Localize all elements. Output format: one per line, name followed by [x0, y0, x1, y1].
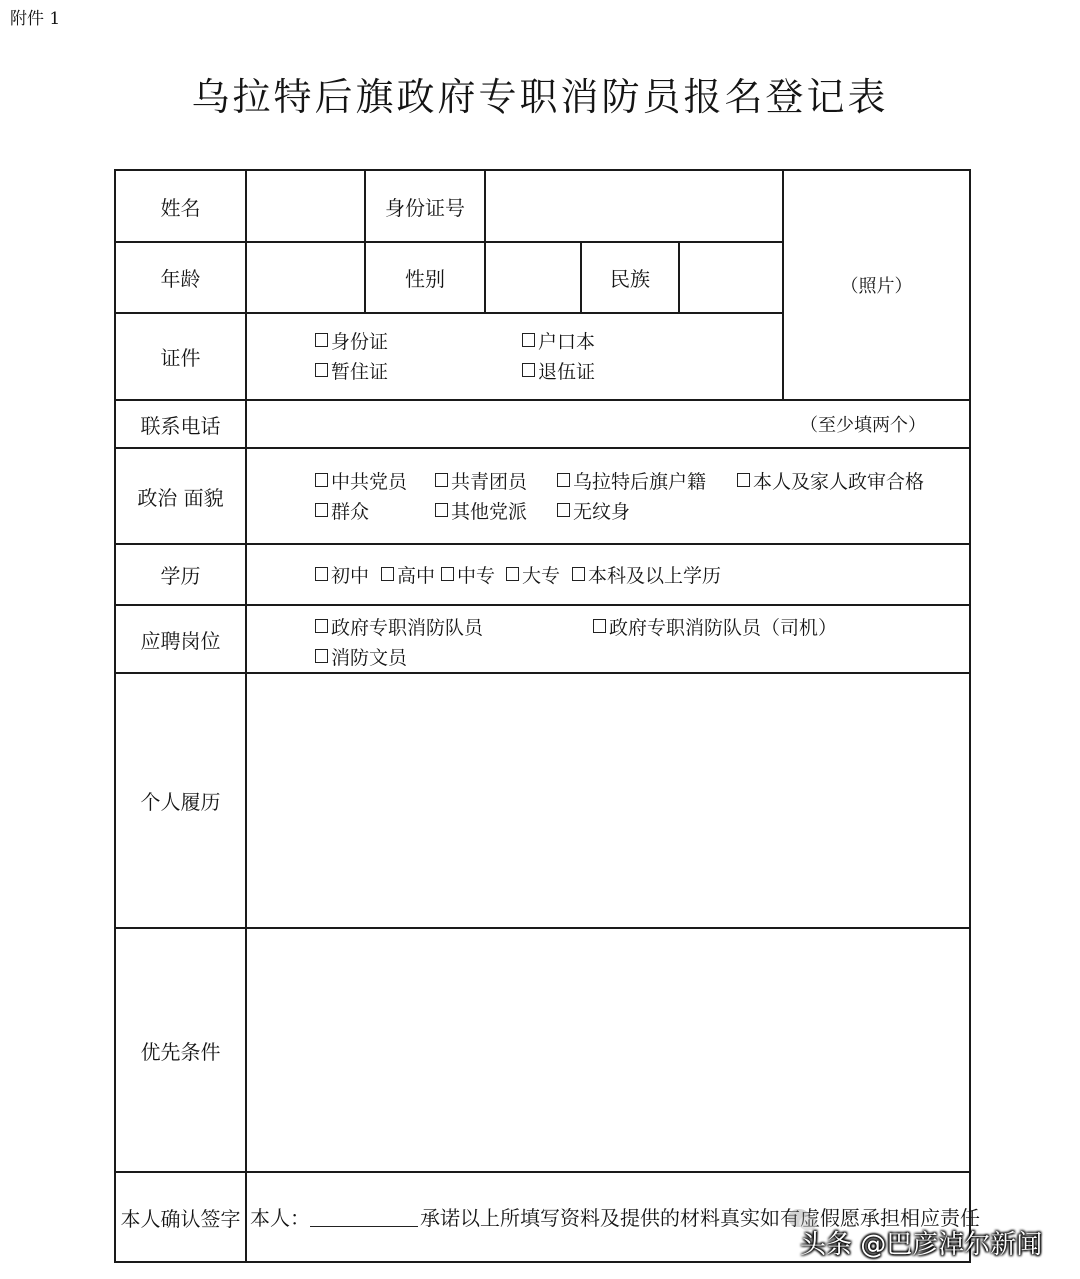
- option-label: 消防文员: [331, 646, 408, 669]
- checkbox-option-local-household[interactable]: [557, 468, 706, 492]
- photo-box[interactable]: [783, 170, 970, 400]
- signature-blank-line[interactable]: [310, 1226, 418, 1227]
- option-label: 政府专职消防队员: [331, 616, 484, 639]
- checkbox-option-party-member[interactable]: [315, 468, 407, 492]
- option-label: 群众: [331, 500, 370, 523]
- option-label: 中专: [457, 564, 496, 587]
- option-label: 本科及以上学历: [588, 564, 722, 587]
- checkbox-option-other-party[interactable]: [435, 498, 527, 522]
- signature-label: 本人确认签字: [120, 1206, 241, 1231]
- checkbox-option-firefighter[interactable]: [315, 614, 483, 638]
- checkbox-option-league-member[interactable]: [435, 468, 527, 492]
- option-label: 大专: [522, 564, 561, 587]
- checkbox[interactable]: [435, 473, 448, 487]
- form-title: 乌拉特后旗政府专职消防员报名登记表: [191, 75, 889, 119]
- age-field[interactable]: [246, 242, 365, 313]
- checkbox[interactable]: [572, 567, 585, 581]
- signature-prefix: 本人：: [250, 1205, 310, 1230]
- checkbox-option-fire-clerk[interactable]: [315, 644, 407, 668]
- priority-label: 优先条件: [140, 1039, 221, 1064]
- checkbox[interactable]: [381, 567, 394, 581]
- option-label: 退伍证: [538, 360, 596, 383]
- checkbox[interactable]: [593, 619, 606, 633]
- gender-label: 性别: [405, 267, 445, 291]
- checkbox[interactable]: [737, 473, 750, 487]
- education-label: 学历: [160, 564, 201, 588]
- resume-field[interactable]: [246, 673, 970, 928]
- age-label: 年龄: [160, 267, 201, 291]
- checkbox-option-technical-secondary[interactable]: [441, 562, 495, 586]
- name-field[interactable]: [246, 170, 365, 242]
- option-label: 无纹身: [573, 500, 631, 523]
- checkbox[interactable]: [522, 363, 535, 377]
- checkbox[interactable]: [315, 619, 328, 633]
- option-label: 高中: [397, 564, 436, 587]
- political-status-label: 政治 面貌: [137, 485, 224, 510]
- phone-note: （至少填两个）: [800, 415, 926, 436]
- checkbox-option-household-register[interactable]: [522, 328, 595, 352]
- checkbox-option-veteran-card[interactable]: [522, 358, 595, 382]
- checkbox[interactable]: [557, 503, 570, 517]
- checkbox-option-senior-high[interactable]: [381, 562, 435, 586]
- resume-label: 个人履历: [140, 790, 221, 814]
- checkbox[interactable]: [522, 333, 535, 347]
- option-label: 暂住证: [331, 360, 389, 383]
- checkbox-option-background-check[interactable]: [737, 468, 924, 492]
- option-label: 其他党派: [451, 500, 528, 523]
- checkbox[interactable]: [506, 567, 519, 581]
- gender-field[interactable]: [485, 242, 581, 313]
- checkbox-option-bachelor-above[interactable]: [572, 562, 721, 586]
- checkbox[interactable]: [315, 363, 328, 377]
- watermark-text: 头条 @巴彦淖尔新闻: [800, 1230, 1043, 1260]
- checkbox-option-junior-high[interactable]: [315, 562, 369, 586]
- option-label: 中共党员: [331, 470, 408, 493]
- phone-field[interactable]: [246, 400, 786, 448]
- signature-pledge: 承诺以上所填写资料及提供的材料真实如有虚假愿承担相应责任: [420, 1205, 980, 1230]
- photo-label: （照片）: [840, 276, 913, 297]
- attachment-label: 附件 1: [10, 9, 61, 29]
- option-label: 身份证: [331, 330, 389, 353]
- checkbox[interactable]: [315, 649, 328, 663]
- option-label: 初中: [331, 564, 370, 587]
- name-label: 姓名: [160, 195, 201, 220]
- id-number-label: 身份证号: [385, 195, 465, 220]
- checkbox[interactable]: [315, 503, 328, 517]
- ethnicity-field[interactable]: [679, 242, 783, 313]
- option-label: 政府专职消防队员（司机）: [609, 616, 838, 639]
- phone-label: 联系电话: [140, 413, 221, 438]
- certificate-label: 证件: [160, 346, 201, 370]
- checkbox-option-id-card[interactable]: [315, 328, 388, 352]
- checkbox[interactable]: [315, 567, 328, 581]
- id-number-field[interactable]: [485, 170, 783, 242]
- checkbox-option-no-tattoo[interactable]: [557, 498, 630, 522]
- ethnicity-label: 民族: [610, 267, 650, 291]
- checkbox[interactable]: [557, 473, 570, 487]
- option-label: 乌拉特后旗户籍: [573, 470, 707, 493]
- checkbox-option-masses[interactable]: [315, 498, 369, 522]
- option-label: 本人及家人政审合格: [753, 470, 925, 493]
- checkbox[interactable]: [315, 333, 328, 347]
- checkbox[interactable]: [315, 473, 328, 487]
- option-label: 户口本: [538, 330, 596, 353]
- priority-field[interactable]: [246, 928, 970, 1172]
- checkbox[interactable]: [441, 567, 454, 581]
- checkbox-option-junior-college[interactable]: [506, 562, 560, 586]
- position-label: 应聘岗位: [140, 628, 221, 653]
- checkbox-option-firefighter-driver[interactable]: [593, 614, 837, 638]
- option-label: 共青团员: [451, 470, 528, 493]
- checkbox-option-residence-permit[interactable]: [315, 358, 388, 382]
- checkbox[interactable]: [435, 503, 448, 517]
